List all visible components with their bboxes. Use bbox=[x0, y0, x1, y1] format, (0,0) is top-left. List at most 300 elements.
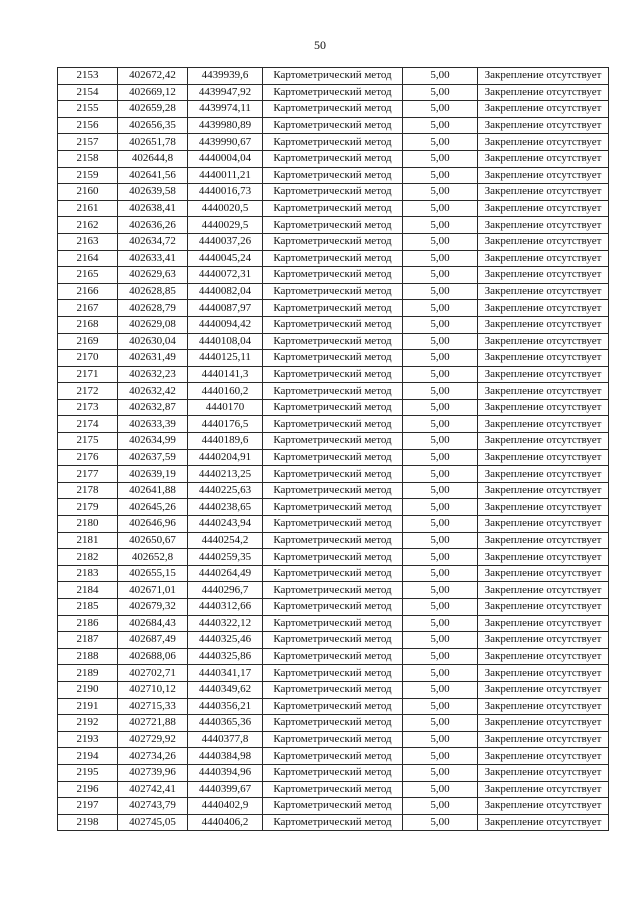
accuracy-cell: 5,00 bbox=[403, 665, 478, 682]
point-number-cell: 2153 bbox=[58, 68, 118, 85]
point-number-cell: 2173 bbox=[58, 399, 118, 416]
method-cell: Картометрический метод bbox=[263, 449, 403, 466]
method-cell: Картометрический метод bbox=[263, 84, 403, 101]
method-cell: Картометрический метод bbox=[263, 549, 403, 566]
accuracy-cell: 5,00 bbox=[403, 582, 478, 599]
point-number-cell: 2174 bbox=[58, 416, 118, 433]
x-coordinate-cell: 402659,28 bbox=[118, 101, 188, 118]
y-coordinate-cell: 4440325,46 bbox=[188, 632, 263, 649]
point-number-cell: 2188 bbox=[58, 648, 118, 665]
point-number-cell: 2161 bbox=[58, 200, 118, 217]
accuracy-cell: 5,00 bbox=[403, 399, 478, 416]
accuracy-cell: 5,00 bbox=[403, 532, 478, 549]
y-coordinate-cell: 4440384,98 bbox=[188, 748, 263, 765]
accuracy-cell: 5,00 bbox=[403, 350, 478, 367]
x-coordinate-cell: 402739,96 bbox=[118, 764, 188, 781]
x-coordinate-cell: 402631,49 bbox=[118, 350, 188, 367]
x-coordinate-cell: 402637,59 bbox=[118, 449, 188, 466]
method-cell: Картометрический метод bbox=[263, 648, 403, 665]
fixing-cell: Закрепление отсутствует bbox=[478, 433, 609, 450]
method-cell: Картометрический метод bbox=[263, 167, 403, 184]
y-coordinate-cell: 4440406,2 bbox=[188, 814, 263, 831]
fixing-cell: Закрепление отсутствует bbox=[478, 565, 609, 582]
accuracy-cell: 5,00 bbox=[403, 267, 478, 284]
method-cell: Картометрический метод bbox=[263, 665, 403, 682]
y-coordinate-cell: 4440170 bbox=[188, 399, 263, 416]
point-number-cell: 2189 bbox=[58, 665, 118, 682]
table-row bbox=[58, 383, 609, 400]
accuracy-cell: 5,00 bbox=[403, 200, 478, 217]
table-row bbox=[58, 300, 609, 317]
fixing-cell: Закрепление отсутствует bbox=[478, 333, 609, 350]
point-number-cell: 2155 bbox=[58, 101, 118, 118]
x-coordinate-cell: 402633,41 bbox=[118, 250, 188, 267]
point-number-cell: 2187 bbox=[58, 632, 118, 649]
y-coordinate-cell: 4440004,04 bbox=[188, 150, 263, 167]
table-row bbox=[58, 665, 609, 682]
method-cell: Картометрический метод bbox=[263, 482, 403, 499]
table-row bbox=[58, 632, 609, 649]
x-coordinate-cell: 402671,01 bbox=[118, 582, 188, 599]
accuracy-cell: 5,00 bbox=[403, 466, 478, 483]
method-cell: Картометрический метод bbox=[263, 565, 403, 582]
accuracy-cell: 5,00 bbox=[403, 217, 478, 234]
table-row bbox=[58, 715, 609, 732]
y-coordinate-cell: 4439947,92 bbox=[188, 84, 263, 101]
fixing-cell: Закрепление отсутствует bbox=[478, 582, 609, 599]
x-coordinate-cell: 402710,12 bbox=[118, 681, 188, 698]
fixing-cell: Закрепление отсутствует bbox=[478, 665, 609, 682]
point-number-cell: 2156 bbox=[58, 117, 118, 134]
table-row bbox=[58, 316, 609, 333]
method-cell: Картометрический метод bbox=[263, 681, 403, 698]
accuracy-cell: 5,00 bbox=[403, 250, 478, 267]
fixing-cell: Закрепление отсутствует bbox=[478, 117, 609, 134]
point-number-cell: 2160 bbox=[58, 184, 118, 201]
table-row bbox=[58, 68, 609, 85]
x-coordinate-cell: 402632,23 bbox=[118, 366, 188, 383]
accuracy-cell: 5,00 bbox=[403, 698, 478, 715]
accuracy-cell: 5,00 bbox=[403, 731, 478, 748]
point-number-cell: 2193 bbox=[58, 731, 118, 748]
method-cell: Картометрический метод bbox=[263, 698, 403, 715]
x-coordinate-cell: 402645,26 bbox=[118, 499, 188, 516]
x-coordinate-cell: 402652,8 bbox=[118, 549, 188, 566]
y-coordinate-cell: 4440341,17 bbox=[188, 665, 263, 682]
table-row bbox=[58, 698, 609, 715]
accuracy-cell: 5,00 bbox=[403, 798, 478, 815]
table-row bbox=[58, 549, 609, 566]
y-coordinate-cell: 4440125,11 bbox=[188, 350, 263, 367]
table-row bbox=[58, 798, 609, 815]
accuracy-cell: 5,00 bbox=[403, 433, 478, 450]
method-cell: Картометрический метод bbox=[263, 350, 403, 367]
method-cell: Картометрический метод bbox=[263, 798, 403, 815]
x-coordinate-cell: 402650,67 bbox=[118, 532, 188, 549]
y-coordinate-cell: 4440225,63 bbox=[188, 482, 263, 499]
method-cell: Картометрический метод bbox=[263, 134, 403, 151]
method-cell: Картометрический метод bbox=[263, 715, 403, 732]
point-number-cell: 2181 bbox=[58, 532, 118, 549]
fixing-cell: Закрепление отсутствует bbox=[478, 300, 609, 317]
y-coordinate-cell: 4440325,86 bbox=[188, 648, 263, 665]
point-number-cell: 2185 bbox=[58, 599, 118, 616]
table-row bbox=[58, 134, 609, 151]
fixing-cell: Закрепление отсутствует bbox=[478, 101, 609, 118]
point-number-cell: 2159 bbox=[58, 167, 118, 184]
point-number-cell: 2179 bbox=[58, 499, 118, 516]
y-coordinate-cell: 4439974,11 bbox=[188, 101, 263, 118]
point-number-cell: 2184 bbox=[58, 582, 118, 599]
accuracy-cell: 5,00 bbox=[403, 549, 478, 566]
fixing-cell: Закрепление отсутствует bbox=[478, 532, 609, 549]
point-number-cell: 2167 bbox=[58, 300, 118, 317]
table-row bbox=[58, 599, 609, 616]
y-coordinate-cell: 4440356,21 bbox=[188, 698, 263, 715]
x-coordinate-cell: 402687,49 bbox=[118, 632, 188, 649]
table-row bbox=[58, 781, 609, 798]
y-coordinate-cell: 4440082,04 bbox=[188, 283, 263, 300]
fixing-cell: Закрепление отсутствует bbox=[478, 68, 609, 85]
coordinates-table-body bbox=[58, 68, 609, 831]
table-row bbox=[58, 748, 609, 765]
accuracy-cell: 5,00 bbox=[403, 764, 478, 781]
y-coordinate-cell: 4440254,2 bbox=[188, 532, 263, 549]
point-number-cell: 2172 bbox=[58, 383, 118, 400]
accuracy-cell: 5,00 bbox=[403, 150, 478, 167]
y-coordinate-cell: 4440176,5 bbox=[188, 416, 263, 433]
accuracy-cell: 5,00 bbox=[403, 68, 478, 85]
point-number-cell: 2194 bbox=[58, 748, 118, 765]
accuracy-cell: 5,00 bbox=[403, 300, 478, 317]
point-number-cell: 2197 bbox=[58, 798, 118, 815]
x-coordinate-cell: 402651,78 bbox=[118, 134, 188, 151]
y-coordinate-cell: 4440016,73 bbox=[188, 184, 263, 201]
method-cell: Картометрический метод bbox=[263, 433, 403, 450]
table-row bbox=[58, 250, 609, 267]
x-coordinate-cell: 402629,08 bbox=[118, 316, 188, 333]
y-coordinate-cell: 4440141,3 bbox=[188, 366, 263, 383]
point-number-cell: 2183 bbox=[58, 565, 118, 582]
y-coordinate-cell: 4440312,66 bbox=[188, 599, 263, 616]
table-row bbox=[58, 565, 609, 582]
fixing-cell: Закрепление отсутствует bbox=[478, 217, 609, 234]
fixing-cell: Закрепление отсутствует bbox=[478, 499, 609, 516]
method-cell: Картометрический метод bbox=[263, 399, 403, 416]
method-cell: Картометрический метод bbox=[263, 283, 403, 300]
method-cell: Картометрический метод bbox=[263, 582, 403, 599]
x-coordinate-cell: 402641,56 bbox=[118, 167, 188, 184]
y-coordinate-cell: 4440029,5 bbox=[188, 217, 263, 234]
table-row bbox=[58, 399, 609, 416]
point-number-cell: 2158 bbox=[58, 150, 118, 167]
x-coordinate-cell: 402734,26 bbox=[118, 748, 188, 765]
point-number-cell: 2162 bbox=[58, 217, 118, 234]
table-row bbox=[58, 267, 609, 284]
x-coordinate-cell: 402638,41 bbox=[118, 200, 188, 217]
point-number-cell: 2175 bbox=[58, 433, 118, 450]
method-cell: Картометрический метод bbox=[263, 814, 403, 831]
accuracy-cell: 5,00 bbox=[403, 84, 478, 101]
table-row bbox=[58, 101, 609, 118]
x-coordinate-cell: 402669,12 bbox=[118, 84, 188, 101]
method-cell: Картометрический метод bbox=[263, 200, 403, 217]
y-coordinate-cell: 4440399,67 bbox=[188, 781, 263, 798]
y-coordinate-cell: 4440108,04 bbox=[188, 333, 263, 350]
y-coordinate-cell: 4440402,9 bbox=[188, 798, 263, 815]
table-row bbox=[58, 681, 609, 698]
method-cell: Картометрический метод bbox=[263, 101, 403, 118]
method-cell: Картометрический метод bbox=[263, 532, 403, 549]
table-row bbox=[58, 167, 609, 184]
y-coordinate-cell: 4440394,96 bbox=[188, 764, 263, 781]
method-cell: Картометрический метод bbox=[263, 217, 403, 234]
point-number-cell: 2192 bbox=[58, 715, 118, 732]
point-number-cell: 2168 bbox=[58, 316, 118, 333]
point-number-cell: 2186 bbox=[58, 615, 118, 632]
table-row bbox=[58, 150, 609, 167]
fixing-cell: Закрепление отсутствует bbox=[478, 615, 609, 632]
x-coordinate-cell: 402655,15 bbox=[118, 565, 188, 582]
point-number-cell: 2170 bbox=[58, 350, 118, 367]
fixing-cell: Закрепление отсутствует bbox=[478, 748, 609, 765]
accuracy-cell: 5,00 bbox=[403, 167, 478, 184]
fixing-cell: Закрепление отсутствует bbox=[478, 350, 609, 367]
fixing-cell: Закрепление отсутствует bbox=[478, 698, 609, 715]
method-cell: Картометрический метод bbox=[263, 316, 403, 333]
y-coordinate-cell: 4439939,6 bbox=[188, 68, 263, 85]
x-coordinate-cell: 402628,85 bbox=[118, 283, 188, 300]
point-number-cell: 2163 bbox=[58, 233, 118, 250]
x-coordinate-cell: 402646,96 bbox=[118, 516, 188, 533]
x-coordinate-cell: 402639,19 bbox=[118, 466, 188, 483]
fixing-cell: Закрепление отсутствует bbox=[478, 416, 609, 433]
accuracy-cell: 5,00 bbox=[403, 814, 478, 831]
x-coordinate-cell: 402628,79 bbox=[118, 300, 188, 317]
accuracy-cell: 5,00 bbox=[403, 715, 478, 732]
y-coordinate-cell: 4440037,26 bbox=[188, 233, 263, 250]
method-cell: Картометрический метод bbox=[263, 748, 403, 765]
table-row bbox=[58, 532, 609, 549]
y-coordinate-cell: 4440045,24 bbox=[188, 250, 263, 267]
fixing-cell: Закрепление отсутствует bbox=[478, 316, 609, 333]
accuracy-cell: 5,00 bbox=[403, 632, 478, 649]
table-row bbox=[58, 482, 609, 499]
page-number: 50 bbox=[314, 38, 326, 52]
table-row bbox=[58, 366, 609, 383]
x-coordinate-cell: 402632,87 bbox=[118, 399, 188, 416]
accuracy-cell: 5,00 bbox=[403, 599, 478, 616]
table-row bbox=[58, 814, 609, 831]
method-cell: Картометрический метод bbox=[263, 499, 403, 516]
table-row bbox=[58, 582, 609, 599]
accuracy-cell: 5,00 bbox=[403, 184, 478, 201]
point-number-cell: 2190 bbox=[58, 681, 118, 698]
x-coordinate-cell: 402715,33 bbox=[118, 698, 188, 715]
accuracy-cell: 5,00 bbox=[403, 482, 478, 499]
table-row bbox=[58, 233, 609, 250]
method-cell: Картометрический метод bbox=[263, 383, 403, 400]
method-cell: Картометрический метод bbox=[263, 416, 403, 433]
y-coordinate-cell: 4440238,65 bbox=[188, 499, 263, 516]
x-coordinate-cell: 402636,26 bbox=[118, 217, 188, 234]
method-cell: Картометрический метод bbox=[263, 599, 403, 616]
accuracy-cell: 5,00 bbox=[403, 748, 478, 765]
method-cell: Картометрический метод bbox=[263, 233, 403, 250]
point-number-cell: 2176 bbox=[58, 449, 118, 466]
table-row bbox=[58, 433, 609, 450]
table-row bbox=[58, 350, 609, 367]
table-row bbox=[58, 449, 609, 466]
y-coordinate-cell: 4440189,6 bbox=[188, 433, 263, 450]
fixing-cell: Закрепление отсутствует bbox=[478, 283, 609, 300]
coordinates-table bbox=[57, 67, 609, 831]
y-coordinate-cell: 4440259,35 bbox=[188, 549, 263, 566]
x-coordinate-cell: 402630,04 bbox=[118, 333, 188, 350]
point-number-cell: 2171 bbox=[58, 366, 118, 383]
y-coordinate-cell: 4440264,49 bbox=[188, 565, 263, 582]
table-row bbox=[58, 615, 609, 632]
fixing-cell: Закрепление отсутствует bbox=[478, 366, 609, 383]
point-number-cell: 2157 bbox=[58, 134, 118, 151]
x-coordinate-cell: 402742,41 bbox=[118, 781, 188, 798]
point-number-cell: 2182 bbox=[58, 549, 118, 566]
fixing-cell: Закрепление отсутствует bbox=[478, 134, 609, 151]
accuracy-cell: 5,00 bbox=[403, 648, 478, 665]
y-coordinate-cell: 4440243,94 bbox=[188, 516, 263, 533]
x-coordinate-cell: 402688,06 bbox=[118, 648, 188, 665]
x-coordinate-cell: 402634,72 bbox=[118, 233, 188, 250]
point-number-cell: 2165 bbox=[58, 267, 118, 284]
method-cell: Картометрический метод bbox=[263, 516, 403, 533]
accuracy-cell: 5,00 bbox=[403, 781, 478, 798]
fixing-cell: Закрепление отсутствует bbox=[478, 715, 609, 732]
point-number-cell: 2178 bbox=[58, 482, 118, 499]
method-cell: Картометрический метод bbox=[263, 184, 403, 201]
fixing-cell: Закрепление отсутствует bbox=[478, 549, 609, 566]
x-coordinate-cell: 402632,42 bbox=[118, 383, 188, 400]
method-cell: Картометрический метод bbox=[263, 250, 403, 267]
x-coordinate-cell: 402639,58 bbox=[118, 184, 188, 201]
y-coordinate-cell: 4440072,31 bbox=[188, 267, 263, 284]
point-number-cell: 2154 bbox=[58, 84, 118, 101]
accuracy-cell: 5,00 bbox=[403, 283, 478, 300]
fixing-cell: Закрепление отсутствует bbox=[478, 466, 609, 483]
table-row bbox=[58, 333, 609, 350]
table-row bbox=[58, 84, 609, 101]
fixing-cell: Закрепление отсутствует bbox=[478, 383, 609, 400]
method-cell: Картометрический метод bbox=[263, 267, 403, 284]
table-row bbox=[58, 283, 609, 300]
table-row bbox=[58, 416, 609, 433]
method-cell: Картометрический метод bbox=[263, 731, 403, 748]
y-coordinate-cell: 4440087,97 bbox=[188, 300, 263, 317]
accuracy-cell: 5,00 bbox=[403, 516, 478, 533]
fixing-cell: Закрепление отсутствует bbox=[478, 764, 609, 781]
table-row bbox=[58, 217, 609, 234]
y-coordinate-cell: 4440365,36 bbox=[188, 715, 263, 732]
x-coordinate-cell: 402684,43 bbox=[118, 615, 188, 632]
table-row bbox=[58, 466, 609, 483]
fixing-cell: Закрепление отсутствует bbox=[478, 449, 609, 466]
fixing-cell: Закрепление отсутствует bbox=[478, 267, 609, 284]
accuracy-cell: 5,00 bbox=[403, 366, 478, 383]
method-cell: Картометрический метод bbox=[263, 764, 403, 781]
fixing-cell: Закрепление отсутствует bbox=[478, 731, 609, 748]
y-coordinate-cell: 4440213,25 bbox=[188, 466, 263, 483]
accuracy-cell: 5,00 bbox=[403, 499, 478, 516]
y-coordinate-cell: 4440377,8 bbox=[188, 731, 263, 748]
accuracy-cell: 5,00 bbox=[403, 134, 478, 151]
x-coordinate-cell: 402702,71 bbox=[118, 665, 188, 682]
fixing-cell: Закрепление отсутствует bbox=[478, 681, 609, 698]
point-number-cell: 2177 bbox=[58, 466, 118, 483]
x-coordinate-cell: 402656,35 bbox=[118, 117, 188, 134]
fixing-cell: Закрепление отсутствует bbox=[478, 781, 609, 798]
x-coordinate-cell: 402629,63 bbox=[118, 267, 188, 284]
point-number-cell: 2198 bbox=[58, 814, 118, 831]
fixing-cell: Закрепление отсутствует bbox=[478, 482, 609, 499]
table-row bbox=[58, 200, 609, 217]
fixing-cell: Закрепление отсутствует bbox=[478, 648, 609, 665]
table-row bbox=[58, 648, 609, 665]
y-coordinate-cell: 4439990,67 bbox=[188, 134, 263, 151]
y-coordinate-cell: 4440094,42 bbox=[188, 316, 263, 333]
fixing-cell: Закрепление отсутствует bbox=[478, 599, 609, 616]
x-coordinate-cell: 402644,8 bbox=[118, 150, 188, 167]
accuracy-cell: 5,00 bbox=[403, 681, 478, 698]
y-coordinate-cell: 4440160,2 bbox=[188, 383, 263, 400]
y-coordinate-cell: 4440349,62 bbox=[188, 681, 263, 698]
accuracy-cell: 5,00 bbox=[403, 233, 478, 250]
y-coordinate-cell: 4440296,7 bbox=[188, 582, 263, 599]
point-number-cell: 2164 bbox=[58, 250, 118, 267]
point-number-cell: 2196 bbox=[58, 781, 118, 798]
fixing-cell: Закрепление отсутствует bbox=[478, 250, 609, 267]
fixing-cell: Закрепление отсутствует bbox=[478, 84, 609, 101]
accuracy-cell: 5,00 bbox=[403, 615, 478, 632]
fixing-cell: Закрепление отсутствует bbox=[478, 167, 609, 184]
point-number-cell: 2169 bbox=[58, 333, 118, 350]
x-coordinate-cell: 402672,42 bbox=[118, 68, 188, 85]
fixing-cell: Закрепление отсутствует bbox=[478, 399, 609, 416]
method-cell: Картометрический метод bbox=[263, 150, 403, 167]
fixing-cell: Закрепление отсутствует bbox=[478, 200, 609, 217]
method-cell: Картометрический метод bbox=[263, 333, 403, 350]
method-cell: Картометрический метод bbox=[263, 466, 403, 483]
accuracy-cell: 5,00 bbox=[403, 101, 478, 118]
table-row bbox=[58, 516, 609, 533]
method-cell: Картометрический метод bbox=[263, 68, 403, 85]
fixing-cell: Закрепление отсутствует bbox=[478, 233, 609, 250]
fixing-cell: Закрепление отсутствует bbox=[478, 798, 609, 815]
method-cell: Картометрический метод bbox=[263, 615, 403, 632]
x-coordinate-cell: 402743,79 bbox=[118, 798, 188, 815]
method-cell: Картометрический метод bbox=[263, 366, 403, 383]
table-row bbox=[58, 731, 609, 748]
x-coordinate-cell: 402729,92 bbox=[118, 731, 188, 748]
x-coordinate-cell: 402634,99 bbox=[118, 433, 188, 450]
y-coordinate-cell: 4439980,89 bbox=[188, 117, 263, 134]
y-coordinate-cell: 4440011,21 bbox=[188, 167, 263, 184]
x-coordinate-cell: 402679,32 bbox=[118, 599, 188, 616]
table-row bbox=[58, 184, 609, 201]
method-cell: Картометрический метод bbox=[263, 300, 403, 317]
accuracy-cell: 5,00 bbox=[403, 449, 478, 466]
x-coordinate-cell: 402721,88 bbox=[118, 715, 188, 732]
point-number-cell: 2166 bbox=[58, 283, 118, 300]
method-cell: Картометрический метод bbox=[263, 117, 403, 134]
